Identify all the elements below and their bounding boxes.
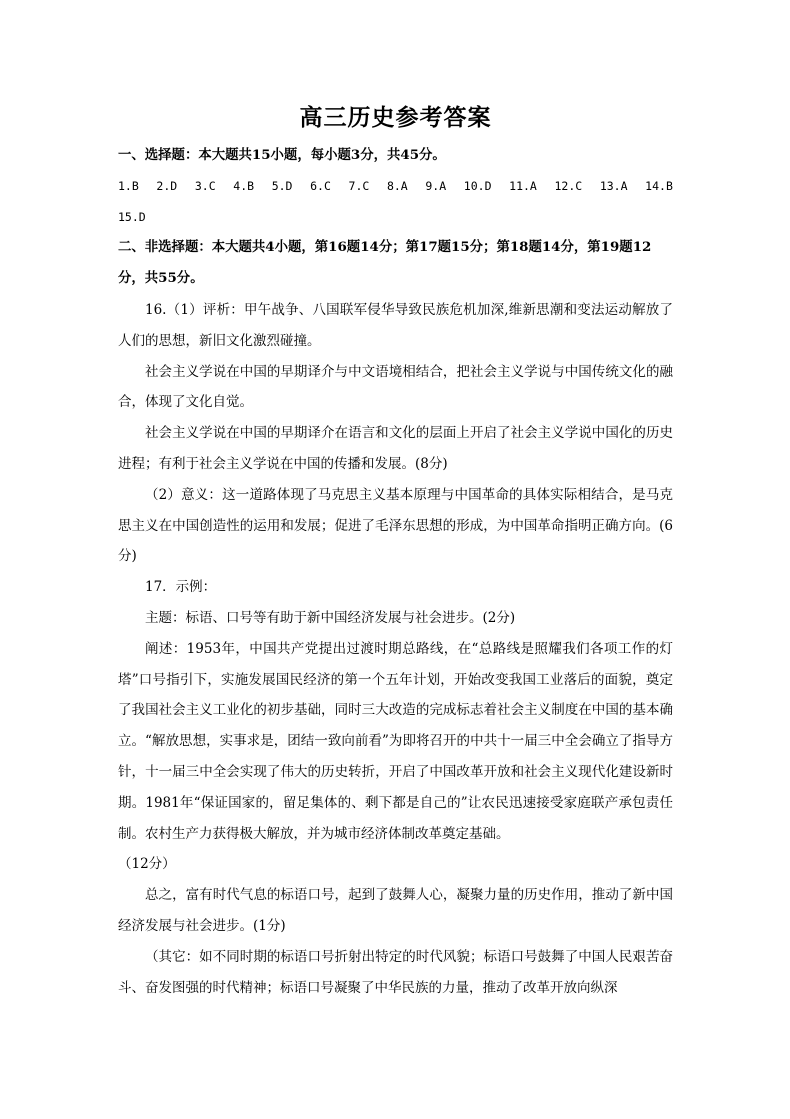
- answer-item: 5.D: [271, 179, 293, 193]
- paragraph-17-label: 17．示例：: [145, 579, 217, 596]
- answer-item: 8.A: [386, 179, 408, 193]
- answer-item: 4.B: [233, 179, 255, 193]
- answer-item: 7.C: [348, 179, 370, 193]
- answer-item: 2.D: [156, 179, 178, 193]
- answer-item: 1.B: [118, 179, 139, 193]
- answers-row-2: [118, 202, 673, 233]
- answer-body: [118, 295, 673, 1003]
- paragraph-17-elaboration: 阐述：1953年，中国共产党提出过渡时期总路线，在“总路线是照耀我们各项工作的灯塔”口号指引下，实施发展国民经济的第一个五年计划，开始改变我国工业落后的面貌，奠定了我国社会主义工业化的初步基础，同时三大改造的完成标志着社会主义制度在中国的基本确立。“解放思想，实事求是，团结一致向前看”为即将召开的中共十一届三中全会确立了指导方针，十一届三中全会实现了伟大的历史转折，开启了中国改革开放和社会主义现代化建设新时期。1981年“保证国家的，留足集体的、剩下都是自己的”让农民迅速接受家庭联产承包责任制。农村生产力获得极大解放，并为城市经济体制改革奠定基础。: [118, 640, 673, 842]
- answer-item: 10.D: [463, 179, 492, 193]
- answer-item: 12.C: [554, 179, 583, 193]
- page-title: 高三历史参考答案: [299, 104, 492, 131]
- multiple-choice-answers: [118, 171, 673, 232]
- answer-item: 9.A: [425, 179, 447, 193]
- paragraph-16-1: 16.（1）评析：甲午战争、八国联军侵华导致民族危机加深,维新思潮和变法运动解放了人们的思想，新旧文化激烈碰撞。: [118, 302, 673, 349]
- section-1-heading: 一、选择题：本大题共15小题，每小题3分，共45分。: [118, 147, 446, 163]
- answer-item: 11.A: [509, 179, 537, 193]
- section-2-heading: 二、非选择题：本大题共4小题，第16题14分；第17题15分；第18题14分，第19题12分，共55分。: [118, 239, 652, 286]
- paragraph-16-1c: 社会主义学说在中国的早期译介在语言和文化的层面上开启了社会主义学说中国化的历史进程；有利于社会主义学说在中国的传播和发展。(8分): [118, 425, 673, 472]
- paragraph-16-2: （2）意义：这一道路体现了马克思主义基本原理与中国革命的具体实际相结合，是马克思主义在中国创造性的运用和发展；促进了毛泽东思想的形成，为中国革命指明正确方向。(6分): [118, 486, 673, 565]
- paragraph-16-1b: 社会主义学说在中国的早期译介与中文语境相结合，把社会主义学说与中国传统文化的融合，体现了文化自觉。: [118, 363, 673, 411]
- paragraph-17-conclusion: 总之，富有时代气息的标语口号，起到了鼓舞人心，凝聚力量的历史作用，推动了新中国经济发展与社会进步。(1分): [118, 887, 673, 934]
- paragraph-17-theme: 主题：标语、口号等有助于新中国经济发展与社会进步。(2分): [145, 609, 516, 626]
- paragraph-17-score: （12分）: [118, 856, 176, 873]
- answer-item: 6.C: [310, 179, 331, 193]
- answer-item: 14.B: [645, 179, 673, 193]
- paragraph-17-other: （其它：如不同时期的标语口号折射出特定的时代风貌；标语口号鼓舞了中国人民艰苦奋斗、奋发图强的时代精神；标语口号凝聚了中华民族的力量，推动了改革开放向纵深: [118, 948, 673, 996]
- answers-row-1: [118, 171, 673, 202]
- answer-item: 3.C: [194, 179, 216, 193]
- answer-item: 13.A: [599, 179, 628, 193]
- answer-item: 15.D: [118, 209, 146, 224]
